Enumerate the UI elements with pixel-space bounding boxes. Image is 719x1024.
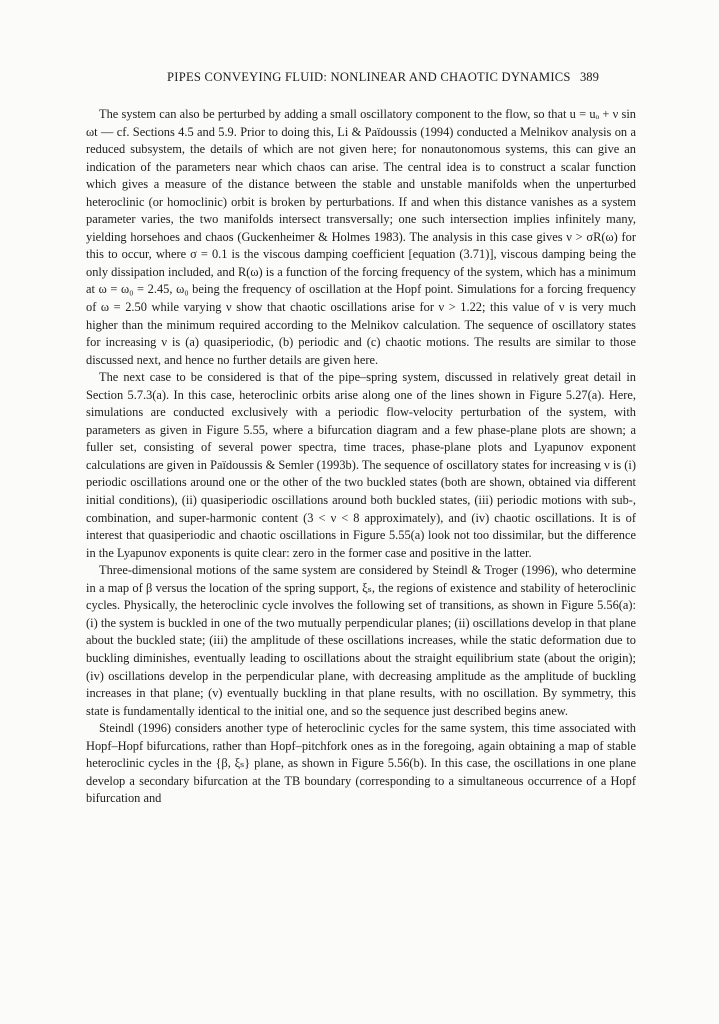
running-title: PIPES CONVEYING FLUID: NONLINEAR AND CHAOTIC DYNAMICS <box>167 70 571 84</box>
paragraph-pipe-spring-system: The next case to be considered is that of the pipe–spring system, discussed in relatively great detail in Section 5.7.3(a). In this case, heteroclinic orbits arise along one of the lines shown in Figure 5.27(a). Here, simulations are conducted exclusively with a periodic flow-velocity perturbation of the system, with parameters as given in Figure 5.55, where a bifurcation diagram and a few phase-plane plots are shown; a fuller set, consisting of several power spectra, time traces, phase-plane plots and Lyapunov exponent calculations are given in Païdoussis & Semler (1993b). The sequence of oscillatory states for increasing ν is (i) periodic oscillations around one or the other of the two buckled states (both are shown, obtained via different initial conditions), (ii) quasiperiodic oscillations around both buckled states, (iii) periodic motions with sub-, combination, and super-harmonic content (3 < ν < 8 approximately), and (iv) chaotic oscillations. It is of interest that quasiperiodic and chaotic oscillations in Figure 5.55(a) look not too dissimilar, but the difference in the Lyapunov exponents is quite clear: zero in the former case and positive in the latter. <box>86 370 636 560</box>
paragraph-three-dimensional-motions: Three-dimensional motions of the same system are considered by Steindl & Troger (1996), who determine in a map of β versus the location of the spring support, ξₛ, the regions of existence and stability of heteroclinic cycles. Physically, the heteroclinic cycle involves the following set of transitions, as shown in Figure 5.56(a): (i) the system is buckled in one of the two mutually perpendicular planes; (ii) oscillations develop in that plane about the buckled state; (iii) the amplitude of these oscillations increases, while the static deformation due to buckling diminishes, eventually leading to oscillations about the straight equilibrium state (about the origin); (iv) oscillations develop in the perpendicular plane, with decreasing amplitude as the amplitude of buckling increases in that plane; (v) eventually buckling in that plane results, with no oscillation. By symmetry, this state is fundamentally identical to the initial one, and so the sequence just described begins anew. <box>86 563 636 718</box>
paragraph-melnikov-analysis: The system can also be perturbed by adding a small oscillatory component to the flow, so that u = uₒ + ν sin ωt — cf. Sections 4.5 and 5.9. Prior to doing this, Li & Païdoussis (1994) conducted a Melnikov analysis on a reduced subsystem, the details of which are not given here; for nonautonomous systems, this can give an indication of the parameters near which chaos can arise. The central idea is to construct a scalar function which gives a measure of the distance between the stable and unstable manifolds when the unperturbed heteroclinic (or homoclinic) orbit is broken by perturbations. If and when this distance vanishes as a system parameter varies, the two manifolds intersect transversally; one such intersection implies infinitely many, yielding horsehoes and chaos (Guckenheimer & Holmes 1983). The analysis in this case gives ν > σR(ω) for this to occur, where σ = 0.1 is the viscous damping coefficient [equation (3.71)], viscous damping being the only dissipation included, and R(ω) is a function of the forcing frequency of the system, which has a minimum at ω = ω₀ = 2.45, ω₀ being the frequency of oscillation at the Hopf point. Simulations for a forcing frequency of ω = 2.50 while varying ν show that chaotic oscillations arise for ν > 1.22; this value of ν is very much higher than the minimum required according to the Melnikov calculation. The sequence of oscillatory states for increasing ν is (a) quasiperiodic, (b) periodic and (c) chaotic motions. The results are similar to those discussed next, and hence no further details are given here. <box>86 107 636 367</box>
page-number: 389 <box>580 70 599 84</box>
body-text <box>86 106 636 808</box>
paragraph-hopf-hopf-cycles: Steindl (1996) considers another type of heteroclinic cycles for the same system, this time associated with Hopf–Hopf bifurcations, rather than Hopf–pitchfork ones as in the foregoing, again obtaining a map of stable heteroclinic cycles in the {β, ξₛ} plane, as shown in Figure 5.56(b). In this case, the oscillations in one plane develop a secondary bifurcation at the TB boundary (corresponding to a simultaneous occurrence of a Hopf bifurcation and <box>86 721 636 806</box>
